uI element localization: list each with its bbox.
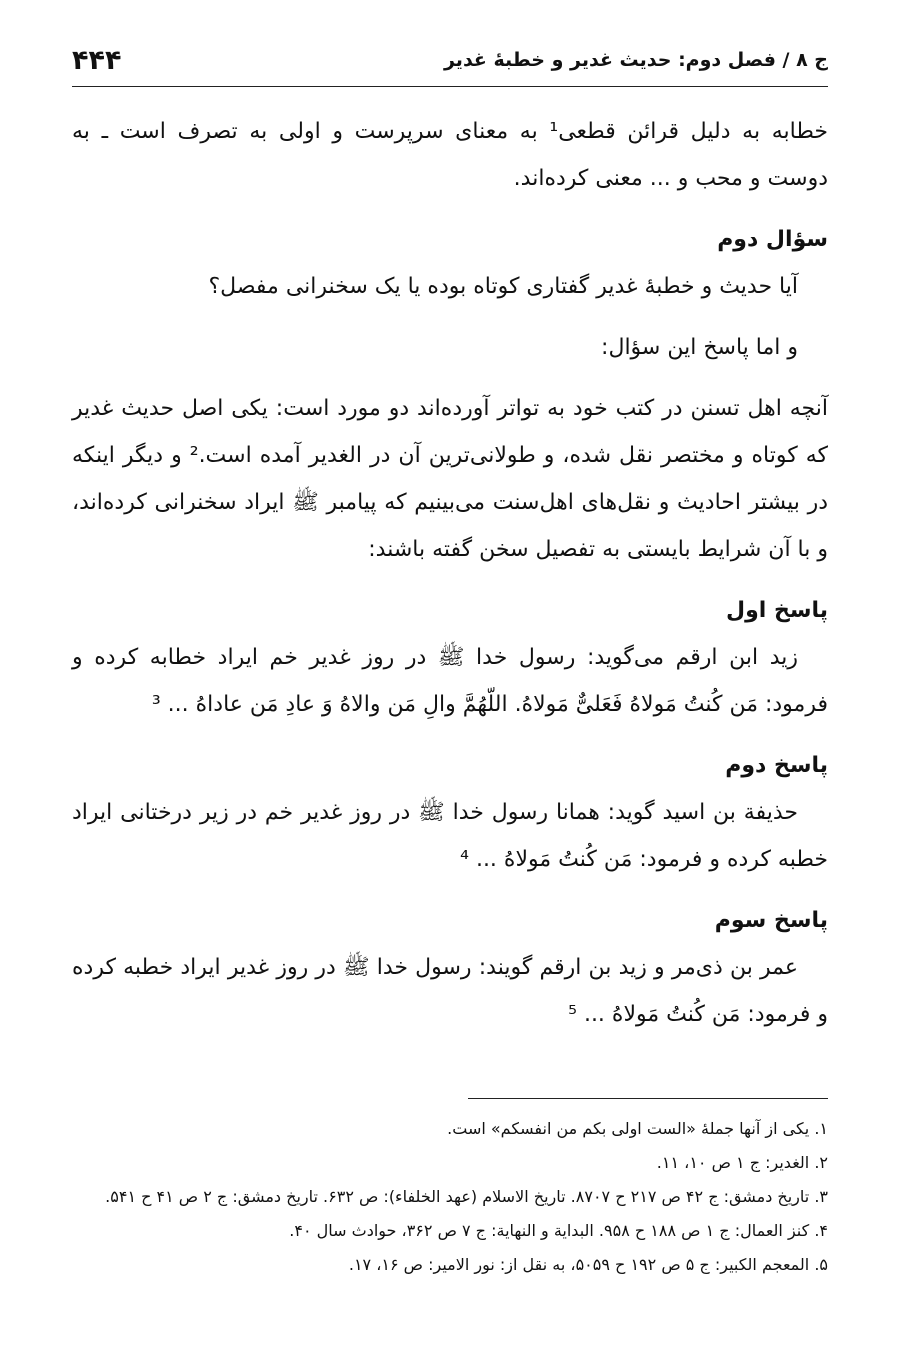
heading-answer-three: پاسخ سوم	[714, 908, 828, 933]
paragraph-context: آنچه اهل تسنن در کتب خود به تواتر آورده‌اند دو مورد است: یکی اصل حدیث غدیر که کوتاه و مختصر نقل شده، و طولانی‌ترین آن در الغدیر آمده است.² و دیگر اینکه در بیشتر احادیث و نقل‌های اهل‌سنت می‌بینیم که پیامبر ﷺ ایراد سخنرانی کرده‌اند، و با آن شرایط بایستی به تفصیل سخن گفته باشند:	[72, 396, 828, 562]
chapter-title: ج ۸ / فصل دوم: حدیث غدیر و خطبۀ غدیر	[443, 49, 828, 71]
main-text	[72, 108, 828, 1038]
heading-answer-one: پاسخ اول	[726, 598, 828, 623]
answer-three-text: عمر بن ذی‌مر و زید بن ارقم گویند: رسول خدا ﷺ در روز غدیر ایراد خطبه کرده و فرمود: مَن کُنتُ مَولاهُ ... ⁵	[72, 955, 828, 1027]
footnote-divider	[468, 1098, 828, 1099]
heading-question-two: سؤال دوم	[717, 227, 828, 252]
answer-one-text: زید ابن ارقم می‌گوید: رسول خدا ﷺ در روز غدیر خم ایراد خطابه کرده و فرمود: مَن کُنتُ مَولاهُ فَعَلیٌّ مَولاهُ. اللّهُمَّ والِ مَن والاهُ وَ عادِ مَن عاداهُ ... ³	[72, 645, 828, 717]
question-two-text: آیا حدیث و خطبۀ غدیر گفتاری کوتاه بوده یا یک سخنرانی مفصل؟	[208, 274, 798, 299]
footnote-2: ۲. الغدیر: ج ۱ ص ۱۰، ۱۱.	[656, 1153, 828, 1172]
running-head	[72, 40, 828, 80]
footnote-5: ۵. المعجم الکبیر: ج ۵ ص ۱۹۲ ح ۵۰۵۹، به نقل از: نور الامیر: ص ۱۶، ۱۷.	[348, 1255, 828, 1274]
header-divider	[72, 86, 828, 87]
footnote-4: ۴. کنز العمال: ج ۱ ص ۱۸۸ ح ۹۵۸. البدایة و النهایة: ج ۷ ص ۳۶۲، حوادث سال ۴۰.	[289, 1221, 828, 1240]
footnotes	[72, 1112, 828, 1282]
heading-answer-two: پاسخ دوم	[725, 753, 828, 778]
answer-intro: و اما پاسخ این سؤال:	[601, 335, 798, 360]
paragraph-intro: خطابه به دلیل قرائن قطعی¹ به معنای سرپرست و اولی به تصرف است ـ به دوست و محب و ... معنی کرده‌اند.	[72, 119, 828, 191]
footnote-1: ۱. یکی از آنها جملۀ «الست اولی بکم من انفسکم» است.	[447, 1119, 828, 1138]
footnote-3: ۳. تاریخ دمشق: ج ۴۲ ص ۲۱۷ ح ۸۷۰۷. تاریخ الاسلام (عهد الخلفاء): ص ۶۳۲. تاریخ دمشق: ج ۲ ص ۴۱ ح ۵۴۱.	[105, 1187, 828, 1206]
answer-two-text: حذیفة بن اسید گوید: همانا رسول خدا ﷺ در روز غدیر خم در زیر درختانی ایراد خطبه کرده و فرمود: مَن کُنتُ مَولاهُ ... ⁴	[72, 800, 828, 872]
page-number: ۴۴۴	[72, 44, 122, 76]
